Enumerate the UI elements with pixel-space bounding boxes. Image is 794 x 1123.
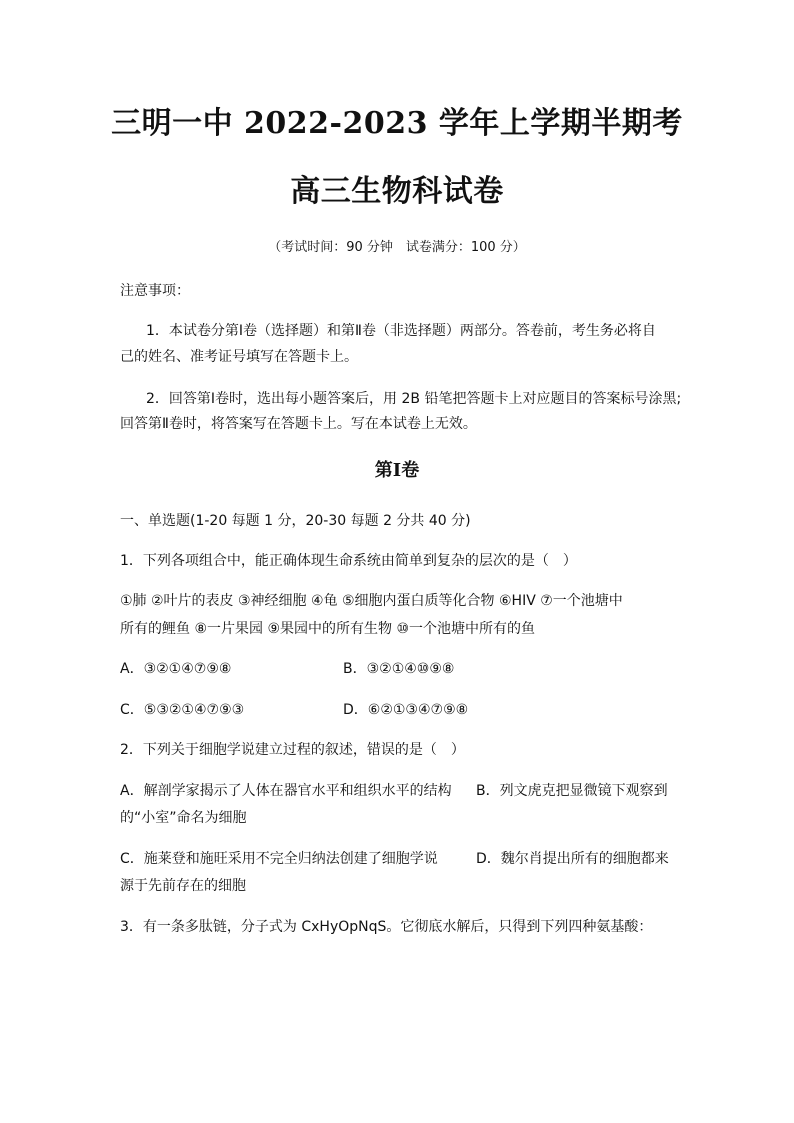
note-1-line-1: 1．本试卷分第Ⅰ卷（选择题）和第Ⅱ卷（非选择题）两部分。答卷前，考生务必将自 [146, 323, 656, 339]
q1-option-c: C．⑤③②①④⑦⑨③ [120, 702, 245, 718]
q2-option-d: D．魏尔肖提出所有的细胞都来 [476, 851, 669, 867]
note-2-line-2: 回答第Ⅱ卷时，将答案写在答题卡上。写在本试卷上无效。 [120, 416, 477, 432]
q1-option-b: B．③②①④⑩⑨⑧ [343, 661, 455, 677]
q3-stem: 3．有一条多肽链，分子式为 CxHyOpNqS。它彻底水解后，只得到下列四种氨基酸： [120, 919, 653, 935]
q1-items-line-2: 所有的鲤鱼 ⑧一片果园 ⑨果园中的所有生物 ⑩一个池塘中所有的鱼 [120, 621, 536, 637]
q1-option-d: D．⑥②①③④⑦⑨⑧ [343, 702, 469, 718]
section-1-heading: 一、单选题(1-20 每题 1 分，20-30 每题 2 分共 40 分) [120, 513, 471, 529]
exam-subtitle: 高三生物科试卷 [290, 174, 504, 209]
q2-option-c: C．施莱登和施旺采用不完全归纳法创建了细胞学说 [120, 851, 438, 867]
note-2-line-1: 2．回答第Ⅰ卷时，选出每小题答案后，用 2B 铅笔把答题卡上对应题目的答案标号涂黑; [146, 391, 682, 407]
q2-stem: 2．下列关于细胞学说建立过程的叙述，错误的是（ ） [120, 742, 465, 758]
exam-info: （考试时间：90 分钟 试卷满分：100 分） [268, 240, 526, 255]
q2-option-b-continued: 的“小室”命名为细胞 [120, 810, 247, 826]
note-1-line-2: 己的姓名、准考证号填写在答题卡上。 [120, 349, 358, 365]
notes-heading: 注意事项： [120, 283, 190, 299]
q2-option-a: A．解剖学家揭示了人体在器官水平和组织水平的结构 [120, 783, 452, 799]
q2-option-b: B．列文虎克把显微镜下观察到 [476, 783, 668, 799]
q2-option-d-continued: 源于先前存在的细胞 [120, 878, 246, 894]
q1-items-line-1: ①肺 ②叶片的表皮 ③神经细胞 ④龟 ⑤细胞内蛋白质等化合物 ⑥HIV ⑦一个池塘中 [120, 593, 623, 609]
q1-option-a: A．③②①④⑦⑨⑧ [120, 661, 232, 677]
q1-stem: 1．下列各项组合中，能正确体现生命系统由简单到复杂的层次的是（ ） [120, 553, 577, 569]
volume-title: 第Ⅰ卷 [374, 460, 420, 481]
exam-title: 三明一中 2022-2023 学年上学期半期考 [111, 106, 683, 141]
